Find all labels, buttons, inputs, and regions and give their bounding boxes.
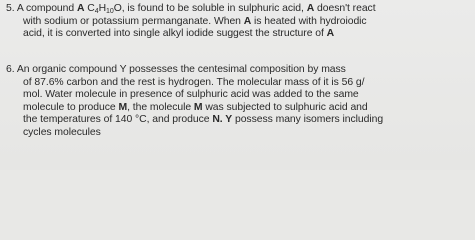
question-5 xyxy=(6,3,471,41)
question-6-line-1: 6. An organic compound Y possesses the centesimal composition by mass xyxy=(6,64,346,75)
question-5-line-2: with sodium or potassium permanganate. When A is heated with hydroiodic xyxy=(23,15,367,27)
question-6 xyxy=(6,64,471,140)
question-5-line-3: acid, it is converted into single alkyl iodide suggest the structure of A xyxy=(23,28,335,40)
question-6-line-6: cycles molecules xyxy=(23,126,101,138)
question-5-number: 5. xyxy=(6,3,15,14)
question-5-line-1: 5. A compound A $C_4H_{10}O$, is found to be soluble in sulphuric acid, A doesn't react xyxy=(6,3,376,15)
compound-a-label: A xyxy=(76,3,85,14)
question-6-line-4: molecule to produce M, the molecule M was subjected to sulphuric acid and xyxy=(23,101,368,113)
question-6-line-2: of 87.6% carbon and the rest is hydrogen. The molecular mass of it is 56 g/ xyxy=(23,76,365,88)
question-6-line-5: the temperatures of 140 °C, and produce N. Y possess many isomers including xyxy=(23,114,384,126)
question-6-line-3: mol. Water molecule in presence of sulphuric acid was added to the same xyxy=(23,89,359,101)
